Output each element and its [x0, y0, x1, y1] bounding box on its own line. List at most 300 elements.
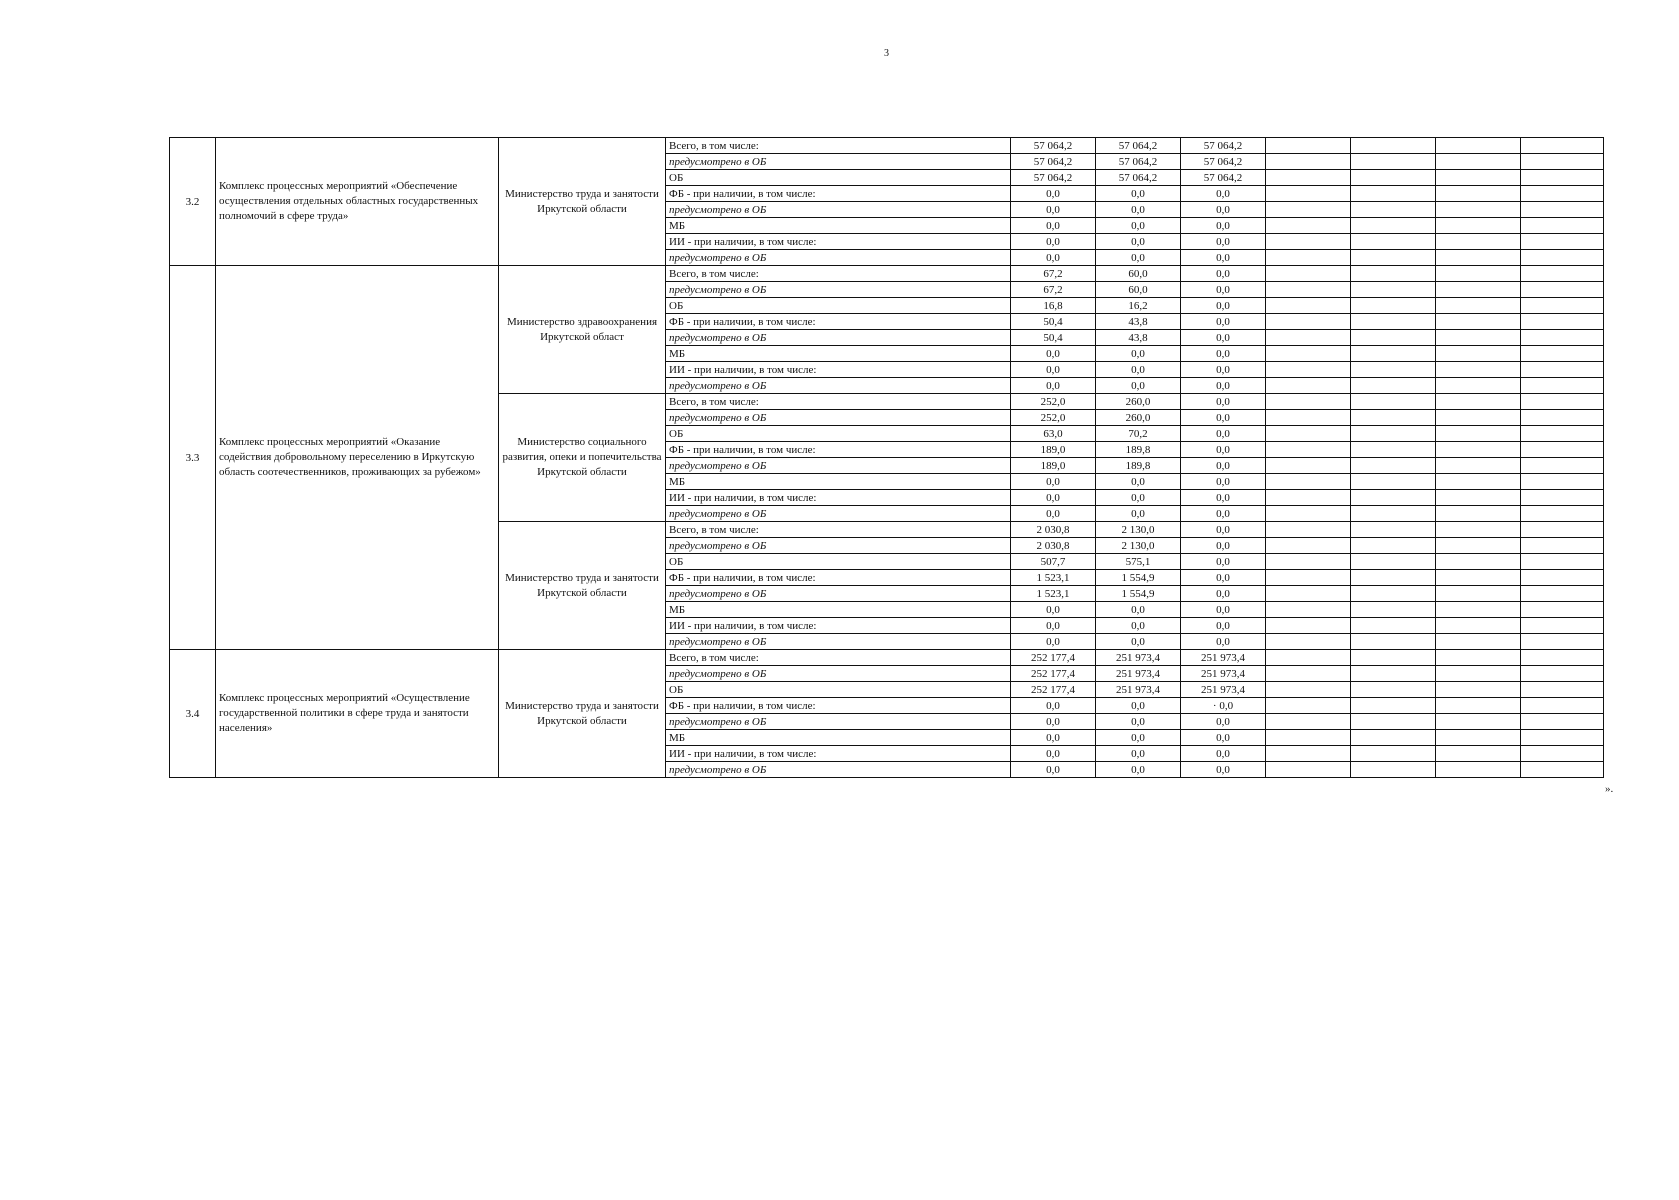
empty-cell — [1436, 554, 1521, 570]
empty-cell — [1436, 762, 1521, 778]
year-value-3: 0,0 — [1181, 330, 1266, 346]
funding-source-label: Всего, в том числе: — [666, 266, 1011, 282]
empty-cell — [1436, 282, 1521, 298]
empty-cell — [1266, 554, 1351, 570]
empty-cell — [1436, 330, 1521, 346]
year-value-3: 0,0 — [1181, 586, 1266, 602]
funding-source-label: предусмотрено в ОБ — [666, 202, 1011, 218]
empty-cell — [1351, 250, 1436, 266]
funding-source-label: МБ — [666, 346, 1011, 362]
funding-source-label: предусмотрено в ОБ — [666, 458, 1011, 474]
year-value-1: 0,0 — [1011, 634, 1096, 650]
empty-cell — [1351, 266, 1436, 282]
empty-cell — [1266, 266, 1351, 282]
empty-cell — [1266, 314, 1351, 330]
empty-cell — [1521, 234, 1604, 250]
year-value-3: 0,0 — [1181, 730, 1266, 746]
year-value-3: 0,0 — [1181, 762, 1266, 778]
year-value-2: 0,0 — [1096, 474, 1181, 490]
year-value-3: 57 064,2 — [1181, 154, 1266, 170]
empty-cell — [1521, 138, 1604, 154]
year-value-1: 1 523,1 — [1011, 570, 1096, 586]
empty-cell — [1351, 746, 1436, 762]
empty-cell — [1351, 538, 1436, 554]
year-value-1: 50,4 — [1011, 314, 1096, 330]
year-value-1: 252 177,4 — [1011, 682, 1096, 698]
year-value-2: 251 973,4 — [1096, 650, 1181, 666]
year-value-3: 0,0 — [1181, 266, 1266, 282]
year-value-3: 0,0 — [1181, 378, 1266, 394]
year-value-2: 575,1 — [1096, 554, 1181, 570]
year-value-2: 251 973,4 — [1096, 666, 1181, 682]
empty-cell — [1266, 682, 1351, 698]
executor-name: Министерство труда и занятости Иркутской области — [499, 650, 666, 778]
empty-cell — [1521, 154, 1604, 170]
year-value-3: 0,0 — [1181, 634, 1266, 650]
empty-cell — [1266, 330, 1351, 346]
empty-cell — [1266, 394, 1351, 410]
year-value-1: 252 177,4 — [1011, 650, 1096, 666]
funding-source-label: предусмотрено в ОБ — [666, 250, 1011, 266]
empty-cell — [1436, 234, 1521, 250]
year-value-3: 0,0 — [1181, 746, 1266, 762]
empty-cell — [1351, 570, 1436, 586]
empty-cell — [1436, 522, 1521, 538]
empty-cell — [1266, 250, 1351, 266]
year-value-3: 0,0 — [1181, 234, 1266, 250]
funding-source-label: предусмотрено в ОБ — [666, 330, 1011, 346]
empty-cell — [1266, 442, 1351, 458]
empty-cell — [1521, 442, 1604, 458]
year-value-1: 0,0 — [1011, 186, 1096, 202]
year-value-3: 0,0 — [1181, 426, 1266, 442]
empty-cell — [1521, 666, 1604, 682]
closing-quote-mark: ». — [1605, 783, 1614, 795]
empty-cell — [1351, 490, 1436, 506]
year-value-3: 0,0 — [1181, 202, 1266, 218]
year-value-3: 0,0 — [1181, 442, 1266, 458]
year-value-3: · 0,0 — [1181, 698, 1266, 714]
year-value-1: 0,0 — [1011, 762, 1096, 778]
empty-cell — [1266, 490, 1351, 506]
year-value-1: 2 030,8 — [1011, 538, 1096, 554]
year-value-3: 0,0 — [1181, 474, 1266, 490]
funding-source-label: ФБ - при наличии, в том числе: — [666, 186, 1011, 202]
empty-cell — [1351, 410, 1436, 426]
empty-cell — [1266, 346, 1351, 362]
year-value-2: 16,2 — [1096, 298, 1181, 314]
year-value-1: 0,0 — [1011, 346, 1096, 362]
empty-cell — [1436, 570, 1521, 586]
year-value-3: 251 973,4 — [1181, 650, 1266, 666]
funding-source-label: ИИ - при наличии, в том числе: — [666, 362, 1011, 378]
empty-cell — [1266, 634, 1351, 650]
empty-cell — [1266, 170, 1351, 186]
empty-cell — [1521, 346, 1604, 362]
funding-source-label: МБ — [666, 602, 1011, 618]
year-value-2: 0,0 — [1096, 378, 1181, 394]
year-value-1: 16,8 — [1011, 298, 1096, 314]
empty-cell — [1521, 570, 1604, 586]
funding-source-label: предусмотрено в ОБ — [666, 282, 1011, 298]
empty-cell — [1351, 154, 1436, 170]
empty-cell — [1436, 346, 1521, 362]
empty-cell — [1266, 650, 1351, 666]
funding-source-label: Всего, в том числе: — [666, 394, 1011, 410]
empty-cell — [1436, 506, 1521, 522]
funding-source-label: ОБ — [666, 426, 1011, 442]
page-number: 3 — [884, 48, 889, 59]
funding-source-label: предусмотрено в ОБ — [666, 506, 1011, 522]
empty-cell — [1436, 682, 1521, 698]
section-number: 3.3 — [170, 266, 216, 650]
funding-source-label: предусмотрено в ОБ — [666, 410, 1011, 426]
year-value-1: 2 030,8 — [1011, 522, 1096, 538]
budget-table-body — [170, 138, 1604, 778]
empty-cell — [1351, 298, 1436, 314]
empty-cell — [1351, 442, 1436, 458]
empty-cell — [1266, 282, 1351, 298]
empty-cell — [1521, 170, 1604, 186]
empty-cell — [1266, 666, 1351, 682]
empty-cell — [1351, 506, 1436, 522]
table-row — [170, 266, 1604, 282]
empty-cell — [1521, 730, 1604, 746]
year-value-3: 0,0 — [1181, 282, 1266, 298]
year-value-2: 60,0 — [1096, 282, 1181, 298]
empty-cell — [1436, 666, 1521, 682]
funding-source-label: ОБ — [666, 170, 1011, 186]
year-value-1: 0,0 — [1011, 202, 1096, 218]
empty-cell — [1351, 362, 1436, 378]
year-value-3: 0,0 — [1181, 218, 1266, 234]
year-value-1: 67,2 — [1011, 266, 1096, 282]
empty-cell — [1521, 490, 1604, 506]
year-value-1: 50,4 — [1011, 330, 1096, 346]
year-value-3: 0,0 — [1181, 538, 1266, 554]
year-value-3: 0,0 — [1181, 522, 1266, 538]
year-value-1: 0,0 — [1011, 602, 1096, 618]
empty-cell — [1436, 490, 1521, 506]
year-value-2: 57 064,2 — [1096, 154, 1181, 170]
empty-cell — [1266, 746, 1351, 762]
empty-cell — [1436, 186, 1521, 202]
empty-cell — [1521, 746, 1604, 762]
empty-cell — [1266, 698, 1351, 714]
empty-cell — [1436, 698, 1521, 714]
empty-cell — [1266, 234, 1351, 250]
empty-cell — [1266, 426, 1351, 442]
executor-name: Министерство труда и занятости Иркутской области — [499, 522, 666, 650]
year-value-1: 1 523,1 — [1011, 586, 1096, 602]
empty-cell — [1436, 714, 1521, 730]
empty-cell — [1351, 314, 1436, 330]
empty-cell — [1351, 762, 1436, 778]
year-value-2: 0,0 — [1096, 730, 1181, 746]
year-value-2: 0,0 — [1096, 634, 1181, 650]
year-value-1: 0,0 — [1011, 218, 1096, 234]
empty-cell — [1351, 394, 1436, 410]
funding-source-label: ОБ — [666, 298, 1011, 314]
empty-cell — [1266, 618, 1351, 634]
empty-cell — [1351, 714, 1436, 730]
section-name: Комплекс процессных мероприятий «Оказание содействия добровольному переселению в Иркутскую область соотечественников, проживающих за рубежом» — [216, 266, 499, 650]
empty-cell — [1266, 154, 1351, 170]
empty-cell — [1351, 522, 1436, 538]
year-value-2: 0,0 — [1096, 762, 1181, 778]
year-value-2: 70,2 — [1096, 426, 1181, 442]
empty-cell — [1351, 282, 1436, 298]
funding-source-label: Всего, в том числе: — [666, 522, 1011, 538]
empty-cell — [1436, 650, 1521, 666]
empty-cell — [1351, 170, 1436, 186]
empty-cell — [1521, 506, 1604, 522]
funding-source-label: предусмотрено в ОБ — [666, 714, 1011, 730]
empty-cell — [1521, 634, 1604, 650]
funding-source-label: ИИ - при наличии, в том числе: — [666, 490, 1011, 506]
empty-cell — [1521, 250, 1604, 266]
year-value-2: 0,0 — [1096, 506, 1181, 522]
year-value-1: 57 064,2 — [1011, 154, 1096, 170]
empty-cell — [1521, 474, 1604, 490]
empty-cell — [1521, 682, 1604, 698]
empty-cell — [1266, 586, 1351, 602]
empty-cell — [1436, 586, 1521, 602]
year-value-3: 251 973,4 — [1181, 666, 1266, 682]
year-value-2: 43,8 — [1096, 314, 1181, 330]
empty-cell — [1436, 442, 1521, 458]
empty-cell — [1436, 538, 1521, 554]
year-value-3: 0,0 — [1181, 618, 1266, 634]
year-value-1: 0,0 — [1011, 234, 1096, 250]
year-value-1: 0,0 — [1011, 362, 1096, 378]
year-value-1: 0,0 — [1011, 714, 1096, 730]
empty-cell — [1436, 218, 1521, 234]
year-value-2: 1 554,9 — [1096, 570, 1181, 586]
empty-cell — [1351, 138, 1436, 154]
year-value-3: 0,0 — [1181, 362, 1266, 378]
funding-source-label: предусмотрено в ОБ — [666, 634, 1011, 650]
funding-source-label: предусмотрено в ОБ — [666, 586, 1011, 602]
year-value-2: 0,0 — [1096, 698, 1181, 714]
empty-cell — [1521, 186, 1604, 202]
empty-cell — [1266, 362, 1351, 378]
empty-cell — [1436, 458, 1521, 474]
year-value-2: 2 130,0 — [1096, 522, 1181, 538]
empty-cell — [1436, 394, 1521, 410]
year-value-3: 0,0 — [1181, 490, 1266, 506]
empty-cell — [1521, 330, 1604, 346]
year-value-1: 507,7 — [1011, 554, 1096, 570]
empty-cell — [1436, 378, 1521, 394]
year-value-2: 189,8 — [1096, 442, 1181, 458]
year-value-2: 251 973,4 — [1096, 682, 1181, 698]
year-value-3: 251 973,4 — [1181, 682, 1266, 698]
empty-cell — [1351, 730, 1436, 746]
empty-cell — [1521, 618, 1604, 634]
empty-cell — [1266, 458, 1351, 474]
budget-table — [169, 137, 1604, 778]
year-value-2: 189,8 — [1096, 458, 1181, 474]
empty-cell — [1351, 666, 1436, 682]
year-value-2: 1 554,9 — [1096, 586, 1181, 602]
empty-cell — [1436, 250, 1521, 266]
year-value-3: 0,0 — [1181, 714, 1266, 730]
empty-cell — [1351, 682, 1436, 698]
empty-cell — [1351, 234, 1436, 250]
year-value-3: 0,0 — [1181, 554, 1266, 570]
empty-cell — [1436, 170, 1521, 186]
year-value-3: 0,0 — [1181, 186, 1266, 202]
year-value-1: 0,0 — [1011, 730, 1096, 746]
empty-cell — [1351, 346, 1436, 362]
year-value-1: 57 064,2 — [1011, 138, 1096, 154]
section-name: Комплекс процессных мероприятий «Осуществление государственной политики в сфере труда и занятости населения» — [216, 650, 499, 778]
executor-name: Министерство труда и занятости Иркутской области — [499, 138, 666, 266]
empty-cell — [1436, 202, 1521, 218]
empty-cell — [1521, 698, 1604, 714]
empty-cell — [1351, 202, 1436, 218]
empty-cell — [1436, 618, 1521, 634]
empty-cell — [1436, 634, 1521, 650]
empty-cell — [1521, 458, 1604, 474]
empty-cell — [1521, 314, 1604, 330]
funding-source-label: ФБ - при наличии, в том числе: — [666, 698, 1011, 714]
year-value-2: 57 064,2 — [1096, 138, 1181, 154]
empty-cell — [1436, 746, 1521, 762]
empty-cell — [1266, 218, 1351, 234]
empty-cell — [1521, 538, 1604, 554]
empty-cell — [1351, 602, 1436, 618]
year-value-2: 0,0 — [1096, 234, 1181, 250]
empty-cell — [1521, 266, 1604, 282]
empty-cell — [1266, 570, 1351, 586]
empty-cell — [1521, 586, 1604, 602]
year-value-3: 0,0 — [1181, 298, 1266, 314]
year-value-3: 0,0 — [1181, 602, 1266, 618]
empty-cell — [1436, 602, 1521, 618]
empty-cell — [1521, 362, 1604, 378]
section-number: 3.2 — [170, 138, 216, 266]
year-value-1: 0,0 — [1011, 490, 1096, 506]
empty-cell — [1521, 602, 1604, 618]
empty-cell — [1351, 378, 1436, 394]
empty-cell — [1351, 458, 1436, 474]
funding-source-label: МБ — [666, 218, 1011, 234]
year-value-3: 0,0 — [1181, 570, 1266, 586]
funding-source-label: Всего, в том числе: — [666, 138, 1011, 154]
empty-cell — [1521, 394, 1604, 410]
funding-source-label: Всего, в том числе: — [666, 650, 1011, 666]
year-value-3: 0,0 — [1181, 346, 1266, 362]
year-value-2: 0,0 — [1096, 346, 1181, 362]
year-value-1: 252 177,4 — [1011, 666, 1096, 682]
funding-source-label: ИИ - при наличии, в том числе: — [666, 618, 1011, 634]
year-value-1: 0,0 — [1011, 474, 1096, 490]
empty-cell — [1266, 762, 1351, 778]
empty-cell — [1436, 474, 1521, 490]
year-value-2: 260,0 — [1096, 394, 1181, 410]
empty-cell — [1351, 586, 1436, 602]
year-value-3: 0,0 — [1181, 250, 1266, 266]
year-value-2: 43,8 — [1096, 330, 1181, 346]
funding-source-label: предусмотрено в ОБ — [666, 538, 1011, 554]
empty-cell — [1521, 298, 1604, 314]
year-value-1: 0,0 — [1011, 618, 1096, 634]
empty-cell — [1266, 410, 1351, 426]
funding-source-label: предусмотрено в ОБ — [666, 378, 1011, 394]
year-value-2: 60,0 — [1096, 266, 1181, 282]
funding-source-label: ИИ - при наличии, в том числе: — [666, 746, 1011, 762]
year-value-2: 0,0 — [1096, 490, 1181, 506]
funding-source-label: МБ — [666, 474, 1011, 490]
table-row — [170, 138, 1604, 154]
table-row — [170, 650, 1604, 666]
empty-cell — [1436, 154, 1521, 170]
year-value-2: 0,0 — [1096, 618, 1181, 634]
empty-cell — [1521, 410, 1604, 426]
year-value-1: 189,0 — [1011, 442, 1096, 458]
funding-source-label: ИИ - при наличии, в том числе: — [666, 234, 1011, 250]
funding-source-label: МБ — [666, 730, 1011, 746]
empty-cell — [1351, 698, 1436, 714]
year-value-2: 0,0 — [1096, 714, 1181, 730]
funding-source-label: предусмотрено в ОБ — [666, 154, 1011, 170]
empty-cell — [1266, 298, 1351, 314]
year-value-1: 67,2 — [1011, 282, 1096, 298]
year-value-1: 63,0 — [1011, 426, 1096, 442]
empty-cell — [1266, 138, 1351, 154]
empty-cell — [1351, 186, 1436, 202]
year-value-1: 252,0 — [1011, 410, 1096, 426]
empty-cell — [1266, 538, 1351, 554]
empty-cell — [1436, 138, 1521, 154]
year-value-3: 0,0 — [1181, 458, 1266, 474]
empty-cell — [1266, 730, 1351, 746]
empty-cell — [1436, 410, 1521, 426]
empty-cell — [1266, 714, 1351, 730]
year-value-3: 57 064,2 — [1181, 138, 1266, 154]
section-name: Комплекс процессных мероприятий «Обеспечение осуществления отдельных областных государственных полномочий в сфере труда» — [216, 138, 499, 266]
empty-cell — [1351, 218, 1436, 234]
empty-cell — [1351, 634, 1436, 650]
empty-cell — [1521, 522, 1604, 538]
funding-source-label: ФБ - при наличии, в том числе: — [666, 442, 1011, 458]
empty-cell — [1266, 186, 1351, 202]
empty-cell — [1436, 426, 1521, 442]
empty-cell — [1351, 554, 1436, 570]
empty-cell — [1521, 378, 1604, 394]
empty-cell — [1521, 426, 1604, 442]
year-value-3: 0,0 — [1181, 314, 1266, 330]
funding-source-label: ФБ - при наличии, в том числе: — [666, 314, 1011, 330]
empty-cell — [1436, 362, 1521, 378]
empty-cell — [1521, 282, 1604, 298]
empty-cell — [1266, 202, 1351, 218]
empty-cell — [1521, 202, 1604, 218]
year-value-1: 0,0 — [1011, 698, 1096, 714]
funding-source-label: предусмотрено в ОБ — [666, 666, 1011, 682]
empty-cell — [1351, 650, 1436, 666]
empty-cell — [1521, 218, 1604, 234]
empty-cell — [1436, 298, 1521, 314]
empty-cell — [1436, 266, 1521, 282]
empty-cell — [1521, 650, 1604, 666]
year-value-3: 0,0 — [1181, 394, 1266, 410]
year-value-3: 0,0 — [1181, 506, 1266, 522]
empty-cell — [1351, 618, 1436, 634]
year-value-2: 0,0 — [1096, 186, 1181, 202]
